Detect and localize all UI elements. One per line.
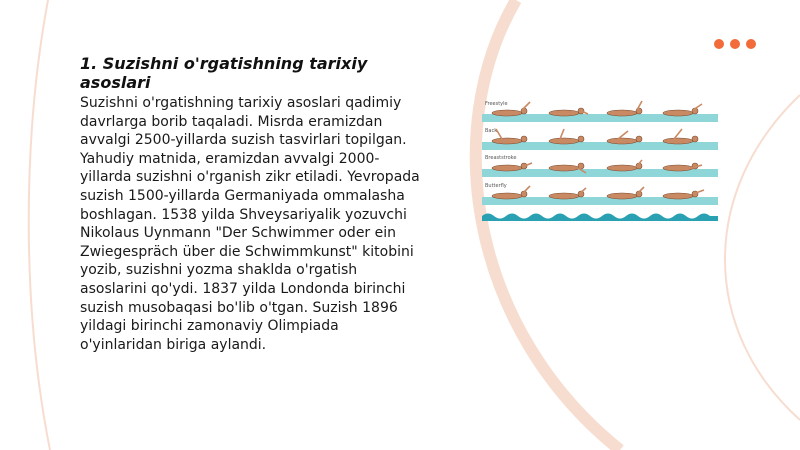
right-arc-outer — [476, 0, 620, 450]
dot-icon — [730, 39, 740, 49]
water-waves — [482, 214, 718, 222]
menu-dots — [714, 39, 756, 49]
right-arc-inner — [725, 95, 800, 420]
stroke-label: Butterfly — [485, 183, 507, 189]
stroke-label: Breaststroke — [485, 155, 517, 161]
swimming-strokes-illustration — [482, 98, 718, 224]
stroke-row-butterfly — [482, 183, 718, 205]
stroke-label: Freestyle — [485, 101, 508, 107]
slide-title: 1. Suzishni o'rgatishning tarixiy asoslari — [80, 54, 368, 92]
slide-body: Suzishni o'rgatishning tarixiy asoslari qadimiy davrlarga borib taqaladi. Misrda eramizdan avvalgi 2500-yillarda suzish tasvirlari topilgan. Yahudiy matnida, eramizdan avvalgi 2000-yillarda suzishni o'rganish zikr etiladi. Yevropada suzish 1500-yillarda Germaniyada ommalasha boshlagan. 1538 yilda Shveysariyalik yozuvchi Nikolaus Uynmann "Der Schwimmer oder ein Zwiegespräch über die Schwimmkunst" kitobini yozib, suzishni yozma shaklda o'rgatish asoslarini qo'ydi. 1837 yilda Londonda birinchi suzish musobaqasi bo'lib o'tgan. Suzish 1896 yildagi birinchi zamonaviy Olimpiada o'yinlaridan biriga aylandi. — [80, 95, 420, 353]
stroke-row-breaststroke — [482, 155, 718, 177]
left-arc — [29, 0, 50, 450]
dot-icon — [746, 39, 756, 49]
stroke-row-back — [482, 128, 718, 150]
dot-icon — [714, 39, 724, 49]
stroke-label: Back — [485, 128, 498, 134]
stroke-row-freestyle — [482, 101, 718, 122]
